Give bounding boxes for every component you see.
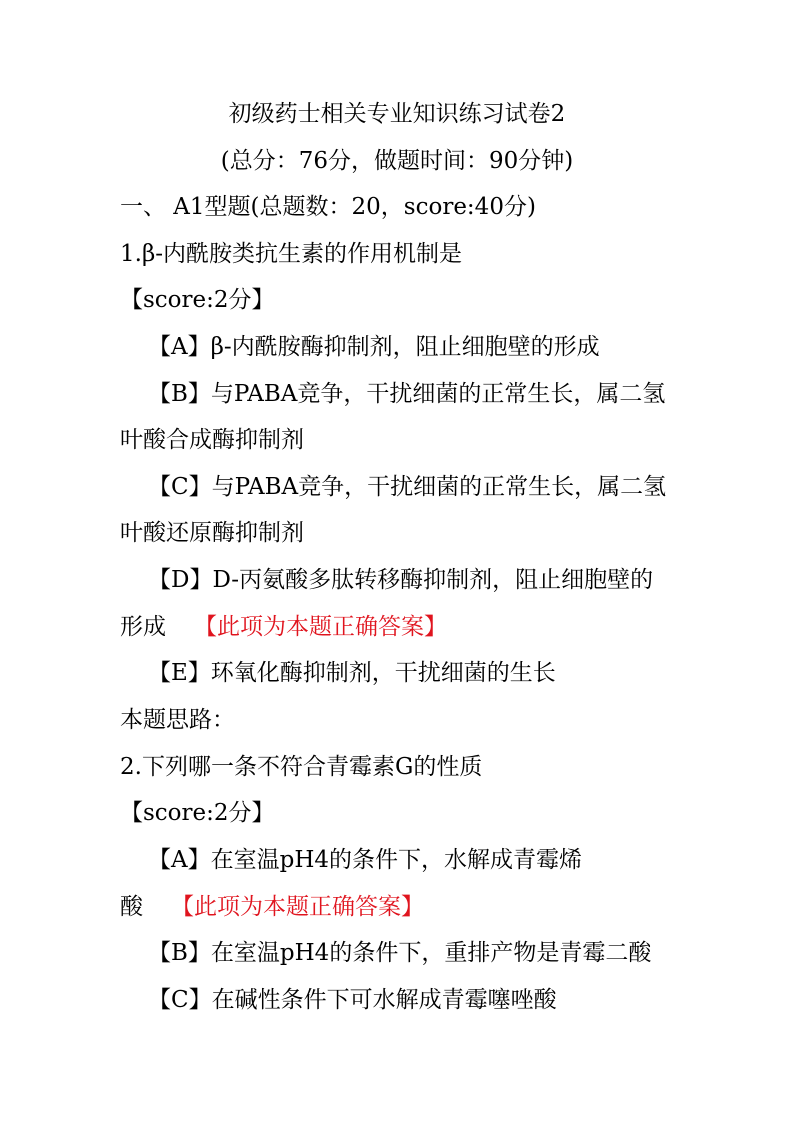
option-d-continued xyxy=(120,611,447,643)
option-a-continued xyxy=(120,891,424,923)
option-b: 【B】与PABA竞争，干扰细菌的正常生长，属二氢 xyxy=(148,381,666,407)
option-b-continued: 叶酸合成酶抑制剂 xyxy=(120,427,304,453)
analysis-label: 本题思路： xyxy=(120,707,235,733)
option-a: 【A】在室温pH4的条件下，水解成青霉烯 xyxy=(148,847,583,873)
section-heading: 一、 A1型题(总题数：20，score:40分) xyxy=(120,194,536,220)
question-stem: 2.下列哪一条不符合青霉素G的性质 xyxy=(120,754,483,780)
question-stem: 1.β-内酰胺类抗生素的作用机制是 xyxy=(120,241,463,267)
option-c-continued: 叶酸还原酶抑制剂 xyxy=(120,520,304,546)
correct-answer-marker: 【此项为本题正确答案】 xyxy=(194,614,447,640)
doc-title: 初级药士相关专业知识练习试卷2 xyxy=(228,101,566,127)
question-score: 【score:2分】 xyxy=(120,800,275,826)
option-d: 【D】D-丙氨酸多肽转移酶抑制剂，阻止细胞壁的 xyxy=(148,567,654,593)
option-d-tail: 形成 xyxy=(120,614,166,640)
option-c: 【C】与PABA竞争，干扰细菌的正常生长，属二氢 xyxy=(148,474,667,500)
doc-subtitle: (总分：76分，做题时间：90分钟) xyxy=(220,148,574,174)
correct-answer-marker: 【此项为本题正确答案】 xyxy=(171,894,424,920)
question-score: 【score:2分】 xyxy=(120,287,275,313)
option-b: 【B】在室温pH4的条件下，重排产物是青霉二酸 xyxy=(148,940,652,966)
option-a: 【A】β-内酰胺酶抑制剂，阻止细胞壁的形成 xyxy=(148,334,600,360)
option-c: 【C】在碱性条件下可水解成青霉噻唑酸 xyxy=(148,987,557,1013)
option-e: 【E】环氧化酶抑制剂，干扰细菌的生长 xyxy=(148,660,556,686)
option-a-tail: 酸 xyxy=(120,894,143,920)
